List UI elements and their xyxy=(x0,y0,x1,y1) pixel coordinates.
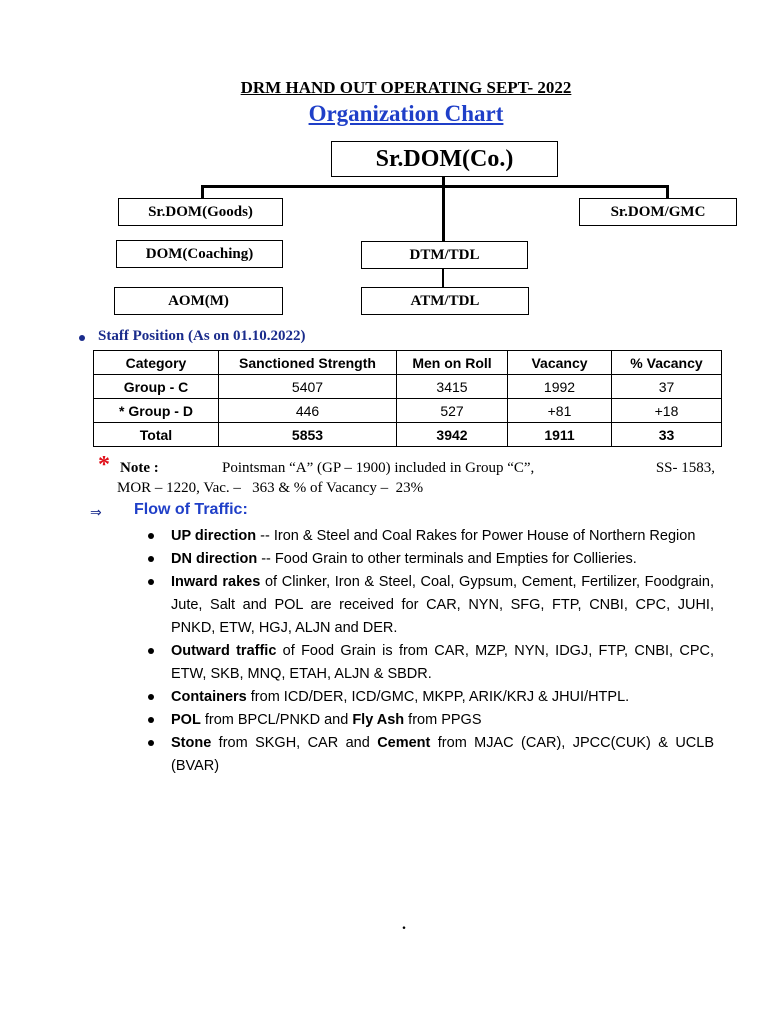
list-item: DN direction -- Food Grain to other terminals and Empties for Collieries. xyxy=(148,548,714,571)
note-line-2: MOR – 1220, Vac. – 363 & % of Vacancy – 23% xyxy=(117,480,424,496)
arrow-right-icon: ⇒ xyxy=(90,505,102,521)
col-header: Category xyxy=(94,351,219,375)
list-item: UP direction -- Iron & Steel and Coal Rakes for Power House of Northern Region xyxy=(148,525,714,548)
cell-category: Group - C xyxy=(94,375,219,399)
list-item: Outward traffic of Food Grain is from CAR, MZP, NYN, IDGJ, FTP, CNBI, CPC, ETW, SKB, MNQ, ETAH, ALJN & SBDR. xyxy=(148,640,714,686)
note-text-main: Pointsman “A” (GP – 1900) included in Group “C”, xyxy=(222,460,535,476)
org-connector-middle-lower xyxy=(442,268,444,288)
org-box-atm-tdl: ATM/TDL xyxy=(361,287,529,315)
cell-men-on-roll: 3942 xyxy=(397,423,508,447)
col-header: Men on Roll xyxy=(397,351,508,375)
org-box-sr-dom-gmc: Sr.DOM/GMC xyxy=(579,198,737,226)
cell-sanctioned: 5853 xyxy=(219,423,397,447)
cell-pct-vacancy: 33 xyxy=(612,423,722,447)
note-label: Note : xyxy=(120,460,159,476)
org-chart-title: Organization Chart xyxy=(308,101,504,126)
list-item: Inward rakes of Clinker, Iron & Steel, Coal, Gypsum, Cement, Fertilizer, Foodgrain, Jute, Salt and POL are received for CAR, NYN, SFG, FTP, CNBI, CPC, JUHI, PNKD, ETW, HGJ, ALJN and DER. xyxy=(148,571,714,640)
cell-vacancy: +81 xyxy=(508,399,612,423)
org-connector-top xyxy=(442,176,445,186)
staff-table xyxy=(93,350,722,447)
org-box-aom-m: AOM(M) xyxy=(114,287,283,315)
cell-category: Total xyxy=(94,423,219,447)
note-asterisk: * xyxy=(98,452,110,478)
cell-men-on-roll: 3415 xyxy=(397,375,508,399)
table-row xyxy=(94,375,722,399)
org-box-dtm-tdl: DTM/TDL xyxy=(361,241,528,269)
org-connector-left xyxy=(201,185,204,199)
org-connector-horizontal xyxy=(201,185,669,188)
flow-heading: Flow of Traffic: xyxy=(134,501,248,518)
org-box-sr-dom-goods: Sr.DOM(Goods) xyxy=(118,198,283,226)
staff-position-heading: Staff Position (As on 01.10.2022) xyxy=(98,328,306,344)
cell-vacancy: 1992 xyxy=(508,375,612,399)
table-total-row xyxy=(94,423,722,447)
org-connector-right xyxy=(666,185,669,199)
cell-sanctioned: 5407 xyxy=(219,375,397,399)
cell-sanctioned: 446 xyxy=(219,399,397,423)
cell-pct-vacancy: 37 xyxy=(612,375,722,399)
col-header: Sanctioned Strength xyxy=(219,351,397,375)
note-text-right: SS- 1583, xyxy=(655,460,715,476)
list-item: Stone from SKGH, CAR and Cement from MJAC (CAR), JPCC(CUK) & UCLB (BVAR) xyxy=(148,732,714,778)
traffic-list xyxy=(148,525,714,778)
table-row xyxy=(94,399,722,423)
col-header: Vacancy xyxy=(508,351,612,375)
org-box-sr-dom-co: Sr.DOM(Co.) xyxy=(331,141,558,177)
list-item: Containers from ICD/DER, ICD/GMC, MKPP, ARIK/KRJ & JHUI/HTPL. xyxy=(148,686,714,709)
staff-bullet-icon xyxy=(79,335,85,341)
org-box-dom-coaching: DOM(Coaching) xyxy=(116,240,283,268)
cell-men-on-roll: 527 xyxy=(397,399,508,423)
list-item: POL from BPCL/PNKD and Fly Ash from PPGS xyxy=(148,709,714,732)
note-line-1 xyxy=(120,460,715,477)
org-connector-middle xyxy=(442,188,445,242)
document-title: DRM HAND OUT OPERATING SEPT- 2022 xyxy=(240,78,572,97)
cell-category: * Group - D xyxy=(94,399,219,423)
footer-dot: . xyxy=(402,916,406,933)
col-header: % Vacancy xyxy=(612,351,722,375)
cell-vacancy: 1911 xyxy=(508,423,612,447)
cell-pct-vacancy: +18 xyxy=(612,399,722,423)
table-header-row xyxy=(94,351,722,375)
